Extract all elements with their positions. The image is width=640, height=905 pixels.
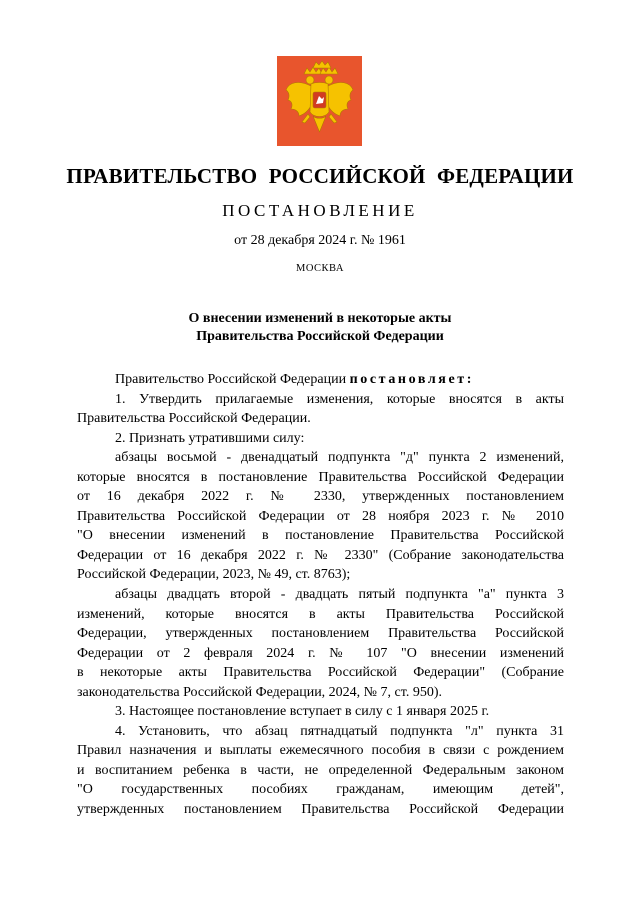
document-body [77, 370, 564, 820]
government-title: ПРАВИТЕЛЬСТВО РОССИЙСКОЙ ФЕДЕРАЦИИ [66, 164, 574, 188]
body-line [77, 780, 564, 800]
body-line [77, 741, 564, 761]
body-line [77, 565, 564, 585]
body-line-text: которые вносятся в постановление Правительства Российской Федерации [77, 469, 564, 485]
body-line-text: утвержденных постановлением Правительства Российской Федерации [77, 802, 564, 818]
document-subject [0, 310, 640, 346]
body-line [77, 390, 564, 410]
body-line-text: в некоторые акты Правительства Российской Федерации" (Собрание [77, 665, 564, 681]
body-line [77, 526, 564, 546]
body-line [77, 468, 564, 488]
body-line-text: 2. Признать утратившими силу: [115, 430, 305, 446]
body-line-text: "О государственных пособиях гражданам, имеющим детей", [77, 782, 564, 798]
body-line [77, 800, 564, 820]
body-line [77, 702, 564, 722]
document-date-number: от 28 декабря 2024 г. № 1961 [234, 233, 406, 248]
subject-line: О внесении изменений в некоторые акты [188, 311, 452, 326]
body-line-text: абзацы двадцать второй - двадцать пятый подпункта "а" пункта 3 [115, 587, 564, 603]
body-line-text: Федерации от 2 февраля 2024 г. № 107 "О внесении изменений [77, 645, 564, 661]
body-line-text: Правительство Российской Федерации [115, 372, 350, 387]
body-line [77, 605, 564, 625]
body-line-text: 1. Утвердить прилагаемые изменения, которые вносятся в акты [115, 391, 564, 407]
body-line-text: законодательства Российской Федерации, 2024, № 7, ст. 950). [77, 684, 442, 700]
body-line [77, 585, 564, 605]
city: МОСКВА [296, 263, 344, 274]
coat-of-arms-icon [277, 56, 362, 146]
body-line [77, 624, 564, 644]
body-line-text: и воспитанием ребенка в части, не определенной Федеральным законом [77, 762, 564, 778]
subject-line: Правительства Российской Федерации [196, 329, 444, 344]
body-line [77, 722, 564, 742]
body-line-text: Правил назначения и выплаты ежемесячного пособия в связи с рождением [77, 743, 564, 759]
body-line-text: 3. Настоящее постановление вступает в силу с 1 января 2025 г. [115, 704, 490, 720]
body-line [77, 663, 564, 683]
body-line [77, 370, 564, 390]
body-line-text: Правительства Российской Федерации от 28 ноября 2023 г. № 2010 [77, 508, 564, 524]
body-line-text: Федерации, утвержденных постановлением Правительства Российской [77, 626, 564, 642]
body-line-text: Российской Федерации, 2023, № 49, ст. 8763); [77, 567, 351, 583]
body-line-text: абзацы восьмой - двенадцатый подпункта "д" пункта 2 изменений, [115, 450, 564, 466]
body-line-text: изменений, которые вносятся в акты Правительства Российской [77, 606, 564, 622]
body-line [77, 409, 564, 429]
body-line-text: "О внесении изменений в постановление Правительства Российской [77, 528, 564, 544]
body-line-text: Федерации от 16 декабря 2022 г. № 2330" (Собрание законодательства [77, 547, 564, 563]
body-line [77, 683, 564, 703]
body-line [77, 448, 564, 468]
body-line-text: от 16 декабря 2022 г. № 2330, утвержденных постановлением [77, 489, 564, 505]
body-line [77, 761, 564, 781]
body-line [77, 487, 564, 507]
operative-word: постановляет: [349, 372, 474, 387]
body-line [77, 429, 564, 449]
body-line [77, 546, 564, 566]
body-line-text: 4. Установить, что абзац пятнадцатый подпункта "л" пункта 31 [115, 723, 564, 739]
body-line [77, 507, 564, 527]
body-line-text: Правительства Российской Федерации. [77, 411, 311, 427]
document-type: ПОСТАНОВЛЕНИЕ [222, 201, 418, 220]
body-line [77, 644, 564, 664]
